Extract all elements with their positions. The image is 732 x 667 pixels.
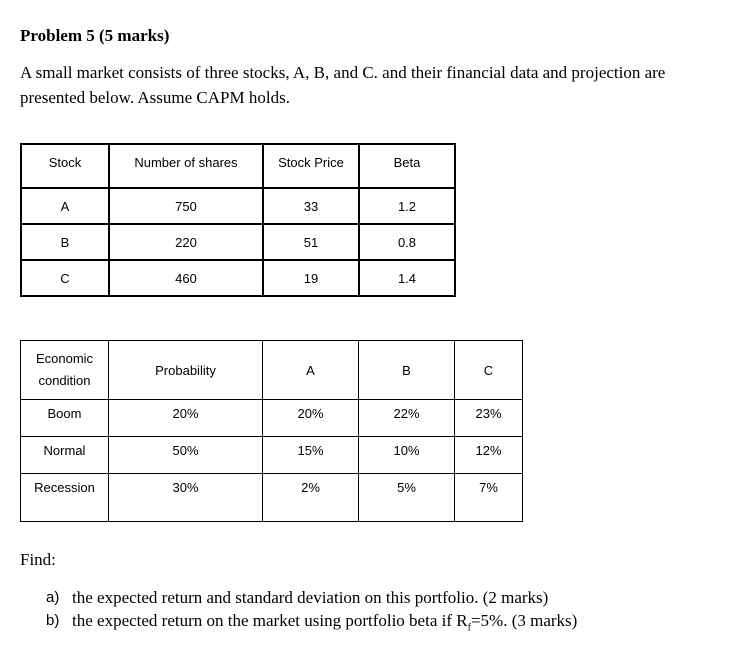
stock-table [20, 143, 456, 297]
table-cell: C [21, 260, 109, 296]
header-line: condition [38, 373, 91, 388]
table-header-row [21, 341, 523, 400]
question-text [72, 609, 577, 639]
header-cell: Number of shares [109, 144, 263, 188]
scenario-table [20, 340, 523, 522]
table-cell: 51 [263, 224, 359, 260]
header-cell: Stock Price [263, 144, 359, 188]
table-cell: 2% [263, 474, 359, 522]
table-cell: 1.2 [359, 188, 455, 224]
table-row [21, 474, 523, 522]
table-row [21, 224, 455, 260]
find-label: Find: [20, 550, 56, 569]
question-label: a) [46, 589, 60, 606]
table-cell: 50% [109, 437, 263, 474]
header-cell: Probability [109, 341, 263, 400]
risk-free-subscript: f [467, 622, 471, 634]
table-cell: 20% [263, 400, 359, 437]
problem-title: Problem 5 (5 marks) [20, 26, 170, 45]
table-cell: Normal [21, 437, 109, 474]
header-cell: A [263, 341, 359, 400]
table-row [21, 260, 455, 296]
table-row [21, 437, 523, 474]
table-row [21, 400, 523, 437]
table-cell: 460 [109, 260, 263, 296]
table-cell: Boom [21, 400, 109, 437]
question-text-post: =5%. (3 marks) [470, 611, 578, 630]
table-cell: 0.8 [359, 224, 455, 260]
question-list [46, 586, 577, 639]
table-cell: 5% [359, 474, 455, 522]
table-cell: 30% [109, 474, 263, 522]
table-cell: 1.4 [359, 260, 455, 296]
table-cell: 220 [109, 224, 263, 260]
header-cell: Beta [359, 144, 455, 188]
table-cell: 750 [109, 188, 263, 224]
question-b [46, 609, 577, 639]
table-header-row [21, 144, 455, 188]
table-cell: 10% [359, 437, 455, 474]
question-text: the expected return and standard deviation on this portfolio. (2 marks) [72, 588, 549, 607]
table-cell: 12% [455, 437, 523, 474]
table-cell: A [21, 188, 109, 224]
question-label: b) [46, 612, 60, 629]
table-cell: 15% [263, 437, 359, 474]
table-cell: Recession [21, 474, 109, 522]
question-a [46, 586, 577, 609]
header-cell: Stock [21, 144, 109, 188]
table-cell: 7% [455, 474, 523, 522]
table-cell: 20% [109, 400, 263, 437]
header-cell: B [359, 341, 455, 400]
table-cell: B [21, 224, 109, 260]
table-cell: 23% [455, 400, 523, 437]
question-text-pre: the expected return on the market using portfolio beta if R [72, 611, 468, 630]
table-row [21, 188, 455, 224]
table-cell: 22% [359, 400, 455, 437]
problem-intro: A small market consists of three stocks, A, B, and C. and their financial data and projection are presented below. Assume CAPM holds. [20, 63, 666, 107]
header-cell-economic-condition [21, 341, 109, 400]
table-cell: 33 [263, 188, 359, 224]
header-cell: C [455, 341, 523, 400]
header-line: Economic [35, 351, 94, 366]
table-cell: 19 [263, 260, 359, 296]
